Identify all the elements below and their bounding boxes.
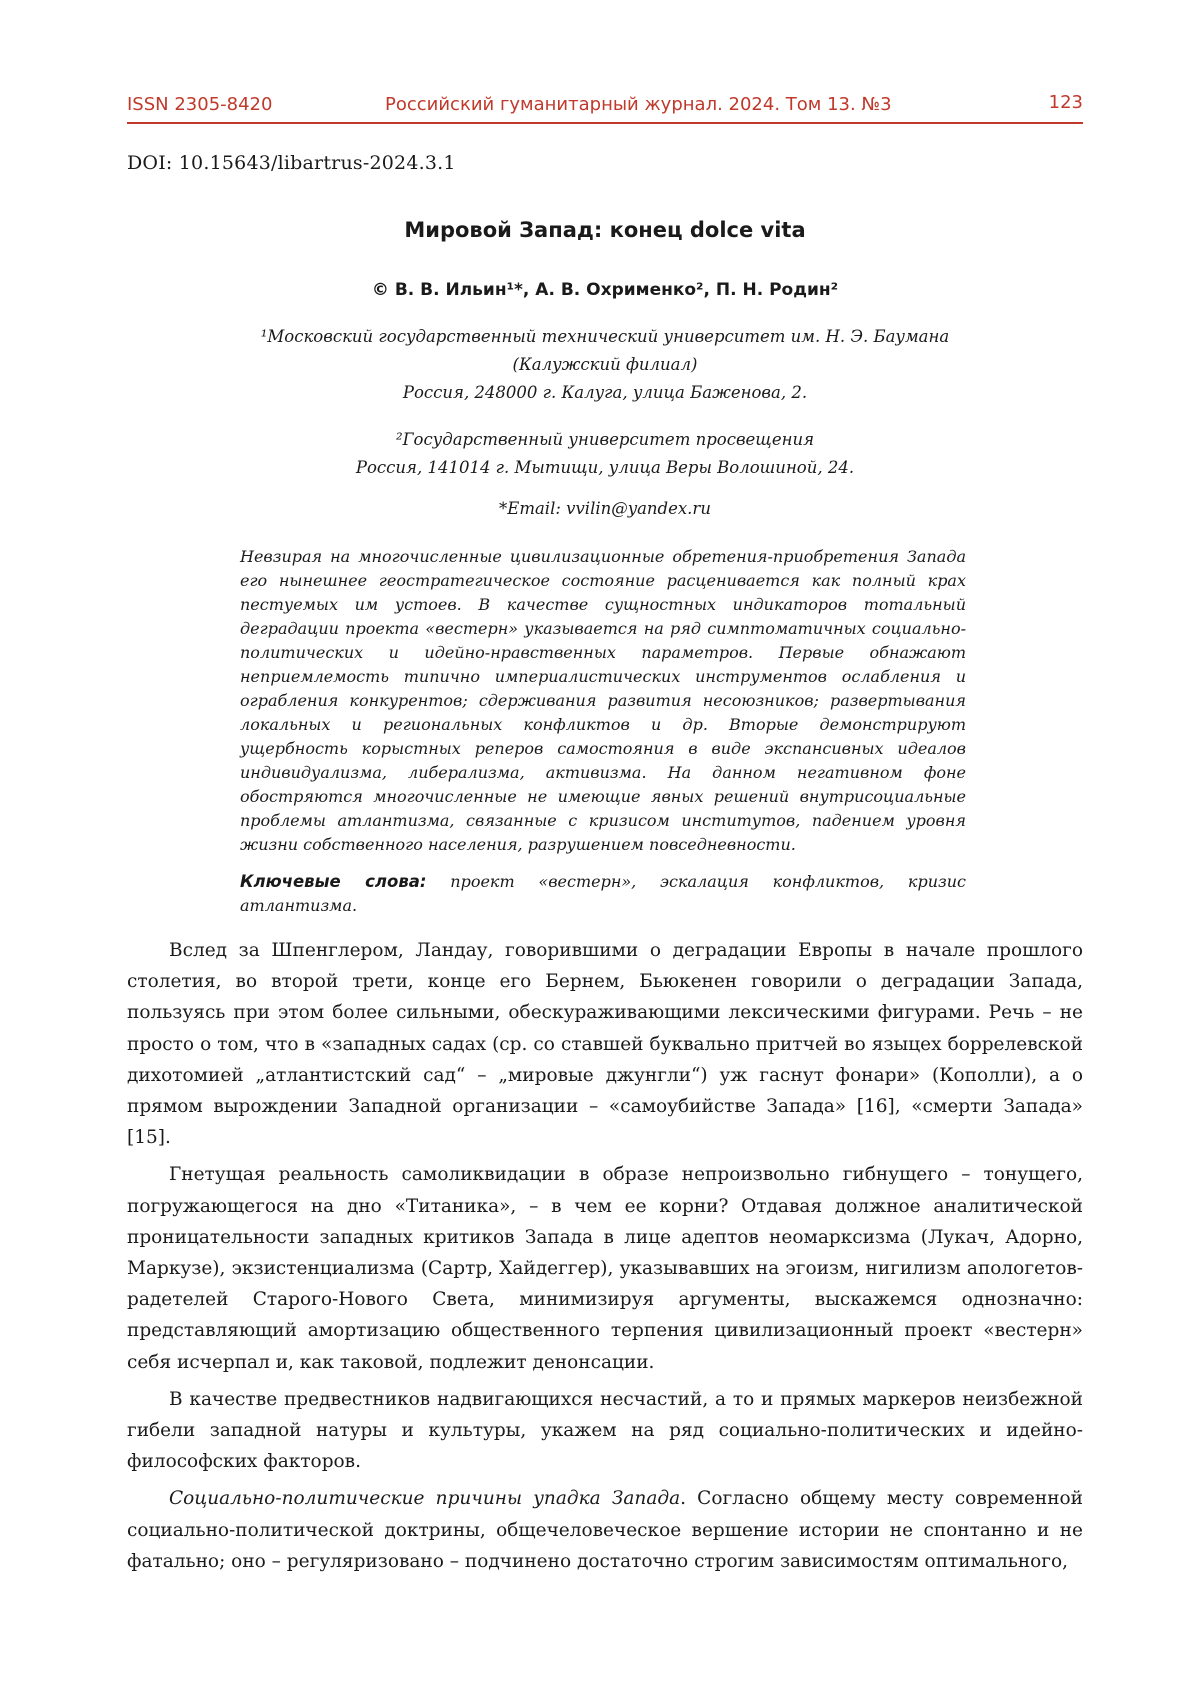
body-paragraph-2: Гнетущая реальность самоликвидации в образе непроизвольно гибнущего – тонущего, погружающегося на дно «Титаника», – в чем ее корни? Отдавая должное аналитической проницательности западных критиков Запада в лице адептов неомарксизма (Лукач, Адорно, Маркузе), экзистенциализма (Сартр, Хайдеггер), указывавших на эгоизм, нигилизм апологетов-радетелей Старого-Нового Света, минимизируя аргументы, выскажемся однозначно: представляющий амортизацию общественного терпения цивилизационный проект «вестерн» себя исчерпал и, как таковой, подлежит денонсации. — [127, 1164, 1083, 1373]
running-header — [127, 92, 1083, 124]
affiliation-2-line-1: ²Государственный университет просвещения — [395, 430, 815, 449]
affiliation-1 — [127, 323, 1083, 407]
body-paragraph-3: В качестве предвестников надвигающихся несчастий, а то и прямых маркеров неизбежной гибели западной натуры и культуры, укажем на ряд социально-политических и идейно-философских факторов. — [127, 1388, 1083, 1473]
body-paragraph-4 — [127, 1483, 1083, 1577]
affiliation-1-line-1: ¹Московский государственный технический университет им. Н. Э. Баумана — [260, 327, 950, 346]
keywords-label: Ключевые слова: — [240, 872, 427, 891]
article-title: Мировой Запад: конец dolce vita — [404, 218, 806, 242]
abstract: Невзирая на многочисленные цивилизационные обретения-приобретения Запада его нынешнее геостратегическое состояние расценивается как полный крах пестуемых им устоев. В качестве сущностных индикаторов тотальный деградации проекта «вестерн» указывается на ряд симптоматичных социально-политических и идейно-нравственных параметров. Первые обнажают неприемлемость типично империалистических инструментов ослабления и ограбления конкурентов; сдерживания развития несоюзников; развертывания локальных и региональных конфликтов и др. Вторые демонстрируют ущербность корыстных реперов самостояния в виде экспансивных идеалов индивидуализма, либерализма, активизма. На данном негативном фоне обостряются многочисленные не имеющие явных решений внутрисоциальные проблемы атлантизма, связанные с кризисом институтов, падением уровня жизни собственного населения, разрушением повседневности. — [240, 547, 966, 854]
doi[interactable]: DOI: 10.15643/libartrus-2024.3.1 — [127, 152, 456, 174]
affiliation-1-line-3: Россия, 248000 г. Калуга, улица Баженова, 2. — [402, 383, 808, 402]
page-number: 123 — [1048, 92, 1083, 113]
contact-email[interactable]: *Email: vvilin@yandex.ru — [499, 499, 711, 518]
body-paragraph-1: Вслед за Шпенглером, Ландау, говорившими о деградации Европы в начале прошлого столетия, во второй трети, конце его Бернем, Бьюкенен говорили о деградации Запада, пользуясь при этом более сильными, обескураживающими лексическими фигурами. Речь – не просто о том, что в «западных садах (ср. со ставшей буквально притчей во языцех боррелевской дихотомией „атлантистский сад“ – „мировые джунгли“) уж гаснут фонари» (Кополли), а о прямом вырождении Западной организации – «самоубийстве Запада» [16], «смерти Запада» [15]. — [127, 940, 1083, 1149]
keywords — [240, 870, 966, 918]
affiliation-1-line-2: (Калужский филиал) — [512, 355, 698, 374]
affiliation-2 — [127, 426, 1083, 482]
body-paragraph-4-text: . Согласно общему месту современной социально-политической доктрины, общечеловеческое вершение истории не спонтанно и не фатально; оно – регуляризовано – подчинено достаточно строгим зависимостям оптимального, — [127, 1488, 1083, 1572]
keywords-text: проект «вестерн», эскалация конфликтов, кризис атлантизма. — [240, 872, 966, 915]
article-body — [127, 935, 1083, 1583]
issn: ISSN 2305-8420 — [127, 94, 273, 115]
authors: © В. В. Ильин¹*, А. В. Охрименко², П. Н. Родин² — [371, 280, 839, 300]
journal-title: Российский гуманитарный журнал. 2024. Том 13. №3 — [385, 94, 892, 115]
section-lead-italic: Социально-политические причины упадка Запада — [169, 1488, 681, 1510]
affiliation-2-line-2: Россия, 141014 г. Мытищи, улица Веры Волошиной, 24. — [355, 458, 855, 477]
